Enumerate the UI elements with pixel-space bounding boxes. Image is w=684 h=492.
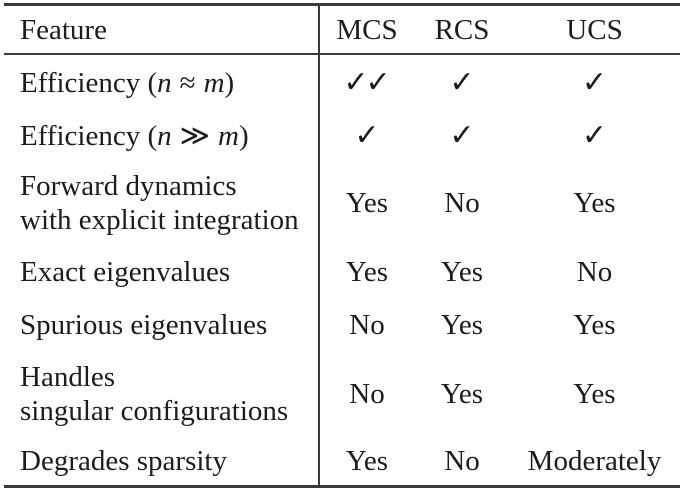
checkmark-icon: ✓	[581, 118, 605, 154]
cell-r6-mcs	[319, 351, 415, 437]
row-degrades-sparsity	[4, 437, 319, 485]
header-feature-label: Feature	[20, 14, 107, 47]
feature-label	[20, 66, 234, 100]
feature-line-1: Handles	[20, 360, 116, 393]
feature-line-2: singular configurations	[20, 395, 289, 427]
feature-label: Spurious eigenvalues	[20, 308, 268, 341]
row-forward-dynamics	[4, 161, 319, 245]
cell-value: Yes	[345, 186, 389, 219]
math-var-m: m	[218, 119, 239, 152]
cell-value: No	[349, 308, 385, 341]
cell-value: No	[576, 255, 613, 288]
cell-r5-ucs	[509, 299, 680, 351]
cell-value: Yes	[573, 308, 616, 341]
cell-r2-mcs	[319, 111, 415, 161]
header-ucs-label: UCS	[566, 14, 623, 47]
cell-r7-mcs	[319, 437, 415, 485]
cell-r4-ucs	[509, 245, 680, 299]
cell-r6-rcs	[415, 351, 509, 437]
feature-label	[20, 119, 249, 153]
feature-line-1: Forward dynamics	[20, 169, 237, 202]
table-grid	[4, 6, 680, 485]
row-spurious-eigenvalues	[4, 299, 319, 351]
feature-text: )	[224, 66, 235, 99]
math-var-n: n	[157, 66, 172, 99]
cell-r5-rcs	[415, 299, 509, 351]
cell-value: Yes	[573, 186, 616, 219]
row-handles-singular-configurations	[4, 351, 319, 437]
cell-value: Yes	[345, 444, 389, 477]
cell-r3-ucs	[509, 161, 680, 245]
feature-line-2: with explicit integration	[20, 204, 299, 236]
cell-value: Yes	[345, 255, 389, 288]
cell-value: Yes	[440, 377, 484, 410]
approx-symbol: ≈	[179, 66, 196, 99]
row-efficiency-n-approx-m	[4, 55, 319, 111]
row-efficiency-n-gg-m	[4, 111, 319, 161]
cell-r1-ucs	[509, 55, 680, 111]
header-feature	[4, 6, 319, 55]
cell-r7-rcs	[415, 437, 509, 485]
feature-text: Efficiency (	[20, 119, 158, 152]
header-rcs	[415, 6, 509, 55]
header-rcs-label: RCS	[434, 14, 490, 47]
cell-value: No	[349, 377, 385, 410]
cell-r7-ucs	[509, 437, 680, 485]
checkmark-icon: ✓	[581, 65, 605, 101]
cell-r1-rcs	[415, 55, 509, 111]
cell-r2-rcs	[415, 111, 509, 161]
header-ucs	[509, 6, 680, 55]
bottom-rule	[4, 485, 680, 488]
checkmark-icon: ✓	[449, 118, 472, 154]
header-mcs	[319, 6, 415, 55]
header-mcs-label: MCS	[336, 14, 398, 47]
cell-value: Moderately	[527, 444, 662, 477]
cell-r6-ucs	[509, 351, 680, 437]
feature-label: Exact eigenvalues	[20, 255, 231, 288]
cell-r4-mcs	[319, 245, 415, 299]
cell-r3-mcs	[319, 161, 415, 245]
cell-r3-rcs	[415, 161, 509, 245]
cell-value: Yes	[573, 377, 616, 410]
double-checkmark-icon: ✓✓	[343, 65, 388, 101]
checkmark-icon: ✓	[354, 118, 377, 154]
much-greater-symbol: ≫	[179, 119, 211, 152]
math-var-m: m	[203, 66, 225, 99]
cell-value: Yes	[440, 308, 484, 341]
cell-value: No	[444, 186, 480, 219]
checkmark-icon: ✓	[449, 65, 472, 101]
math-var-n: n	[157, 119, 172, 152]
feature-label: Degrades sparsity	[20, 444, 227, 477]
feature-text: )	[238, 119, 249, 152]
cell-value: No	[444, 444, 480, 477]
cell-value: Yes	[440, 255, 484, 288]
cell-r4-rcs	[415, 245, 509, 299]
row-exact-eigenvalues	[4, 245, 319, 299]
cell-r1-mcs	[319, 55, 415, 111]
feature-text: Efficiency (	[20, 66, 158, 99]
cell-r5-mcs	[319, 299, 415, 351]
cell-r2-ucs	[509, 111, 680, 161]
